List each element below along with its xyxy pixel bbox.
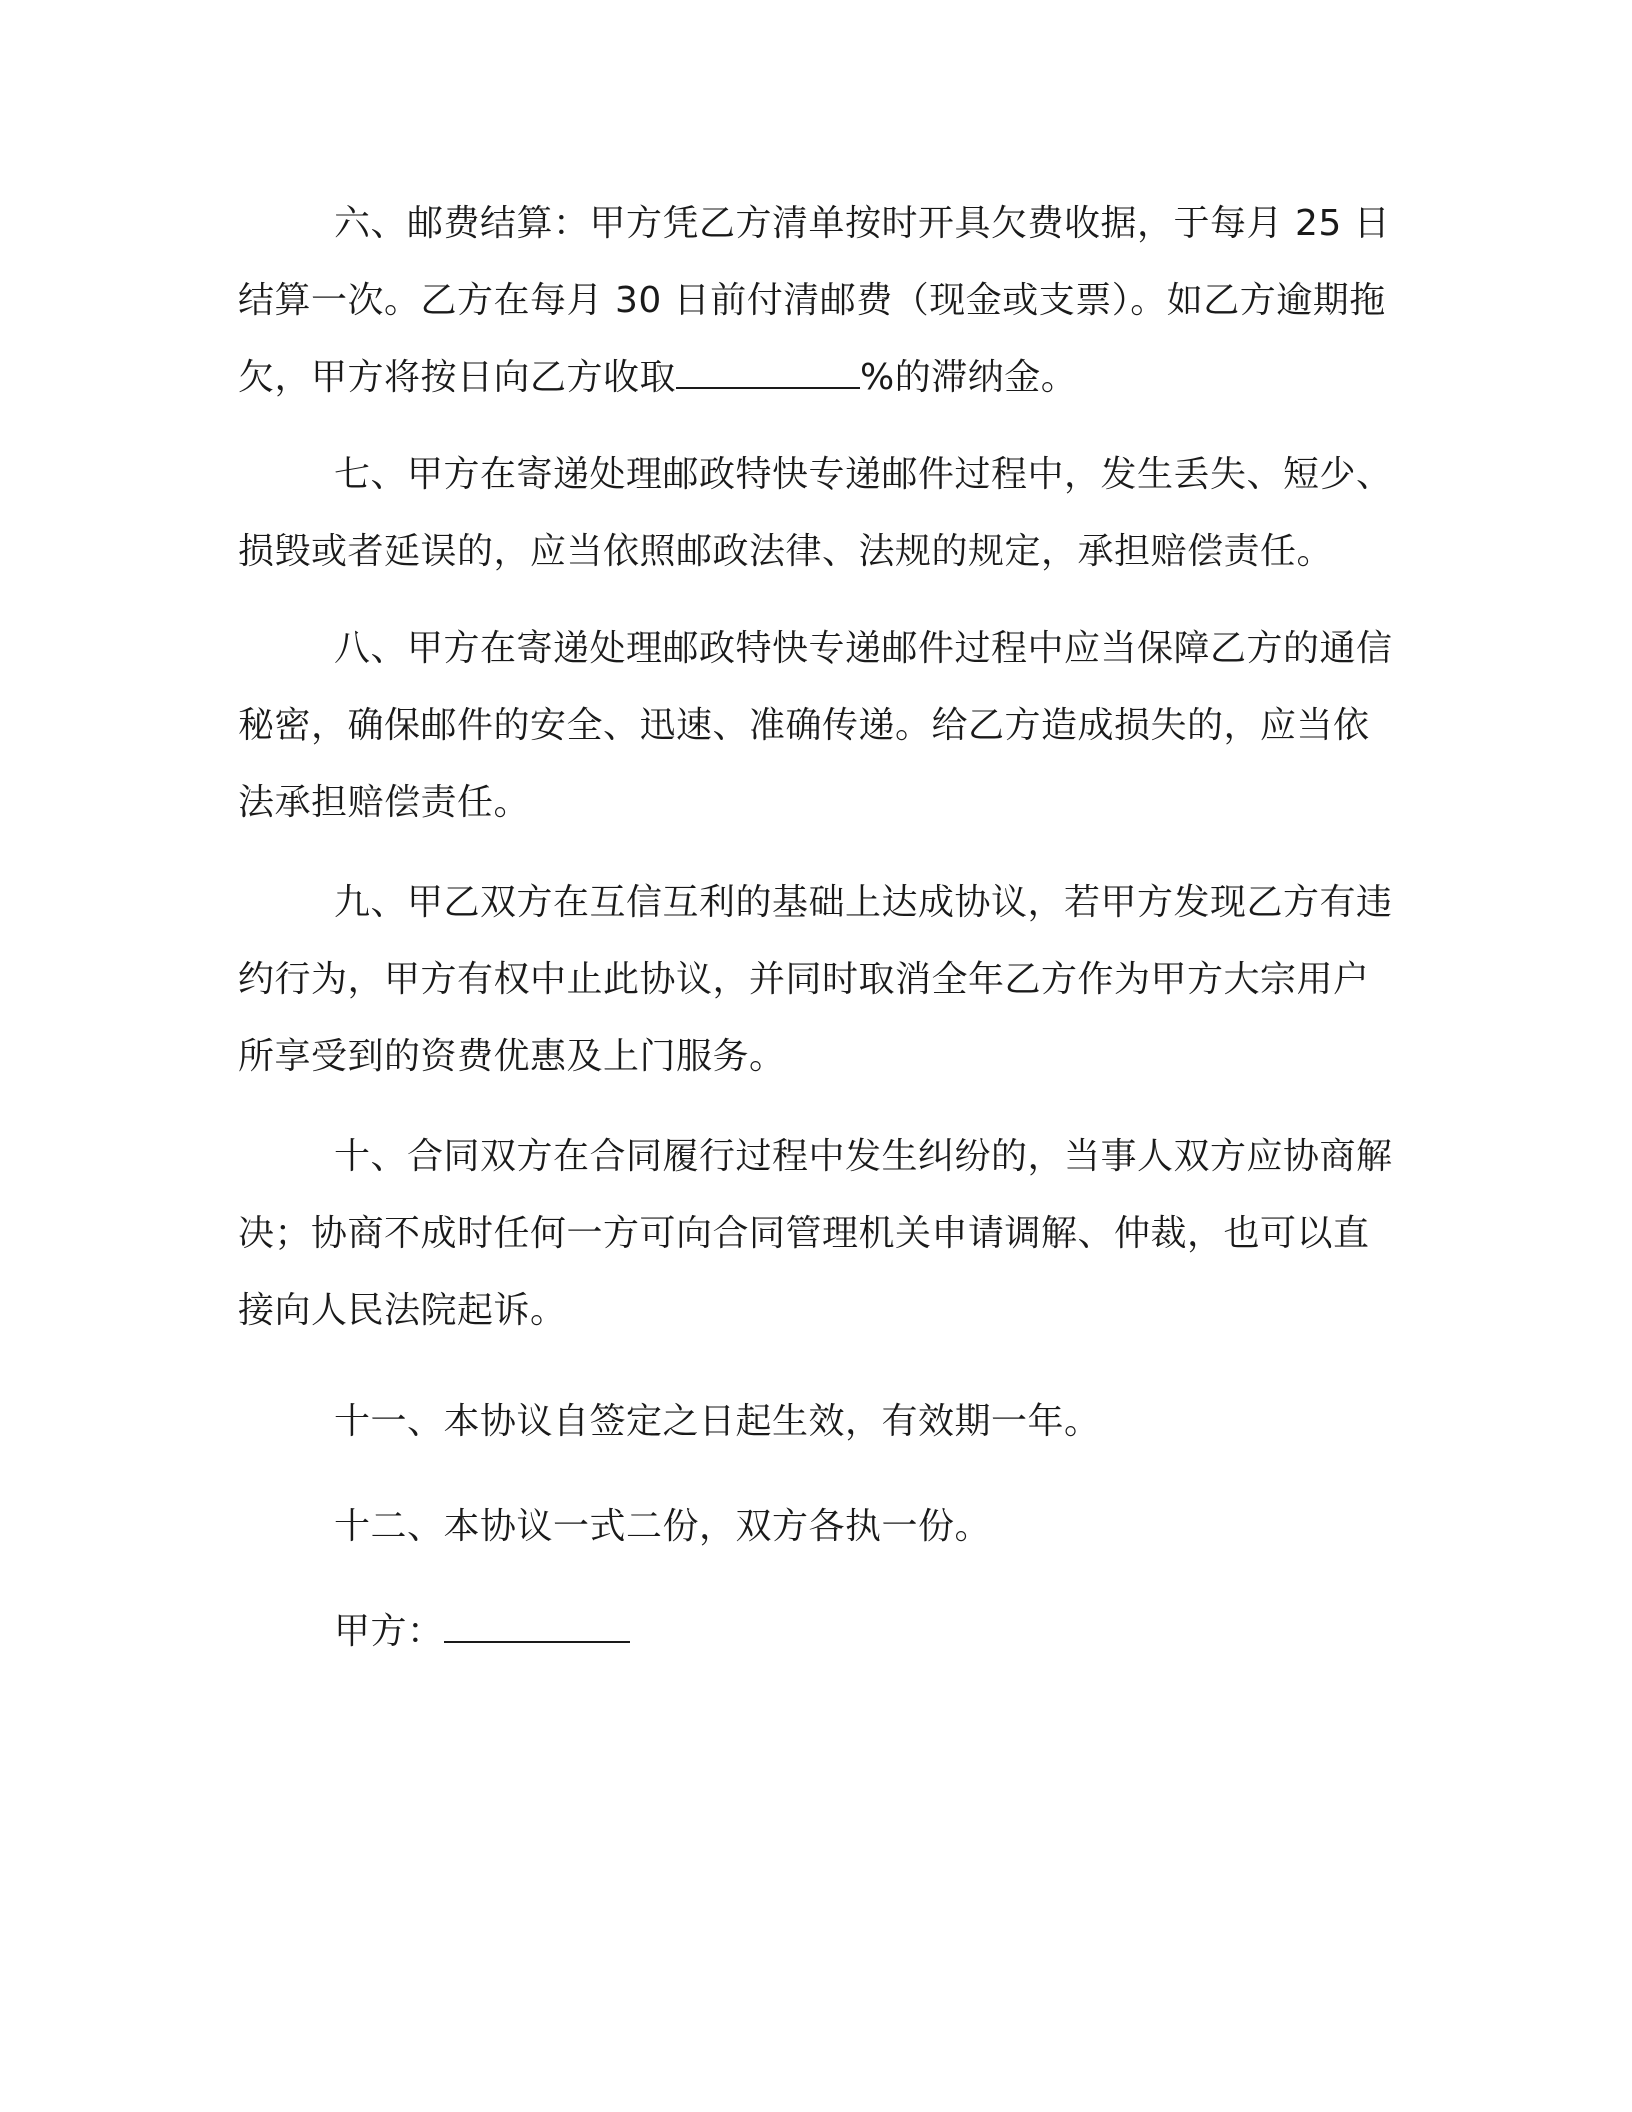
clause-eleven: 十一、本协议自签定之日起生效，有效期一年。 <box>334 1401 1101 1442</box>
clause-twelve: 十二、本协议一式二份，双方各执一份。 <box>334 1506 992 1547</box>
clause-six-text: 六、邮费结算：甲方凭乙方清单按时开具欠费收据，于每月 25 日结算一次。乙方在每月 30 日前付清邮费（现金或支票）。如乙方逾期拖欠，甲方将按日向乙方收取 <box>238 203 1391 398</box>
clause-nine: 九、甲乙双方在互信互利的基础上达成协议，若甲方发现乙方有违约行为，甲方有权中止此协议，并同时取消全年乙方作为甲方大宗用户所享受到的资费优惠及上门服务。 <box>238 882 1393 1077</box>
clause-ten: 十、合同双方在合同履行过程中发生纠纷的，当事人双方应协商解决；协商不成时任何一方可向合同管理机关申请调解、仲裁，也可以直接向人民法院起诉。 <box>238 1136 1393 1331</box>
clause-six-suffix: %的滞纳金。 <box>860 357 1078 398</box>
clause-seven: 七、甲方在寄递处理邮政特快专递邮件过程中，发生丢失、短少、损毁或者延误的，应当依照邮政法律、法规的规定，承担赔偿责任。 <box>238 454 1393 572</box>
late-fee-rate-blank <box>676 359 860 389</box>
party-a-signature-blank <box>444 1613 630 1643</box>
clause-six <box>238 185 1398 416</box>
party-a-label: 甲方： <box>334 1611 444 1652</box>
party-a-signature-line <box>238 1593 1398 1670</box>
clause-eight: 八、甲方在寄递处理邮政特快专递邮件过程中应当保障乙方的通信秘密，确保邮件的安全、迅速、准确传递。给乙方造成损失的，应当依法承担赔偿责任。 <box>238 628 1393 823</box>
